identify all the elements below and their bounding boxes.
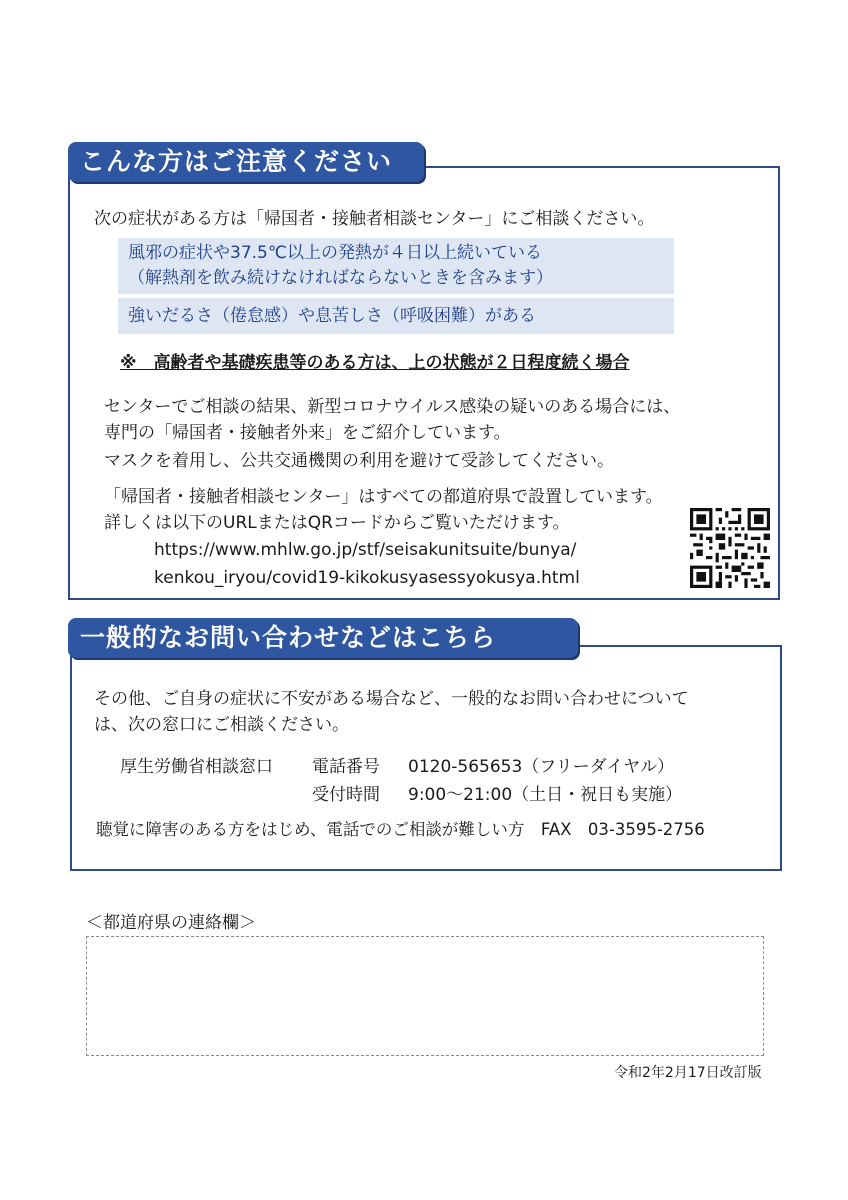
caution-heading: こんな方はご注意ください [68,142,424,182]
symptom-fever-line1: 風邪の症状や37.5℃以上の発熱が４日以上続いている [128,243,542,263]
inquiry-intro-line2: は、次の窓口にご相談ください。 [94,715,349,735]
inquiry-heading: 一般的なお問い合わせなどはこちら [68,618,578,658]
symptom-fatigue: 強いだるさ（倦怠感）や息苦しさ（呼吸困難）がある [118,298,674,334]
center-para-line1: センターでご相談の結果、新型コロナウイルス感染の疑いのある場合には、 [104,397,681,417]
prefecture-contact-label: ＜都道府県の連絡欄＞ [86,913,256,933]
hours-value: 9:00～21:00（土日・祝日も実施） [408,785,683,805]
fax-info: 聴覚に障害のある方をはじめ、電話でのご相談が難しい方 FAX 03-3595-2756 [96,820,705,839]
phone-label: 電話番号 [312,757,380,777]
url-link-line1[interactable]: https://www.mhlw.go.jp/stf/seisakunitsuite/bunya/ [154,540,577,560]
symptom-fever-line2: （解熱剤を飲み続けなければならないときを含みます） [128,268,553,288]
prefecture-contact-box [86,936,764,1056]
center-para-line2: 専門の「帰国者・接触者外来」をご紹介しています。 [104,423,511,443]
center-info-line2: 詳しくは以下のURLまたはQRコードからご覧いただけます。 [104,513,570,533]
url-link-line2[interactable]: kenkou_iryou/covid19-kikokusyasessyokusya.html [154,568,580,588]
qr-code[interactable] [690,508,770,588]
center-para-line3: マスクを着用し、公共交通機関の利用を避けて受診してください。 [104,451,614,471]
caution-section [68,166,780,600]
revision-date: 令和2年2月17日改訂版 [614,1065,762,1081]
phone-number[interactable]: 0120-565653（フリーダイヤル） [408,757,675,777]
caution-intro: 次の症状がある方は「帰国者・接触者相談センター」にご相談ください。 [94,209,655,229]
symptom-fever [118,238,674,294]
elderly-note: ※ 高齢者や基礎疾患等のある方は、上の状態が２日程度続く場合 [120,353,630,373]
inquiry-intro-line1: その他、ご自身の症状に不安がある場合など、一般的なお問い合わせについて [94,689,689,709]
ministry-office: 厚生労働省相談窓口 [120,757,273,777]
hours-label: 受付時間 [312,785,380,805]
center-info-line1: 「帰国者・接触者相談センター」はすべての都道府県で設置しています。 [104,487,663,507]
